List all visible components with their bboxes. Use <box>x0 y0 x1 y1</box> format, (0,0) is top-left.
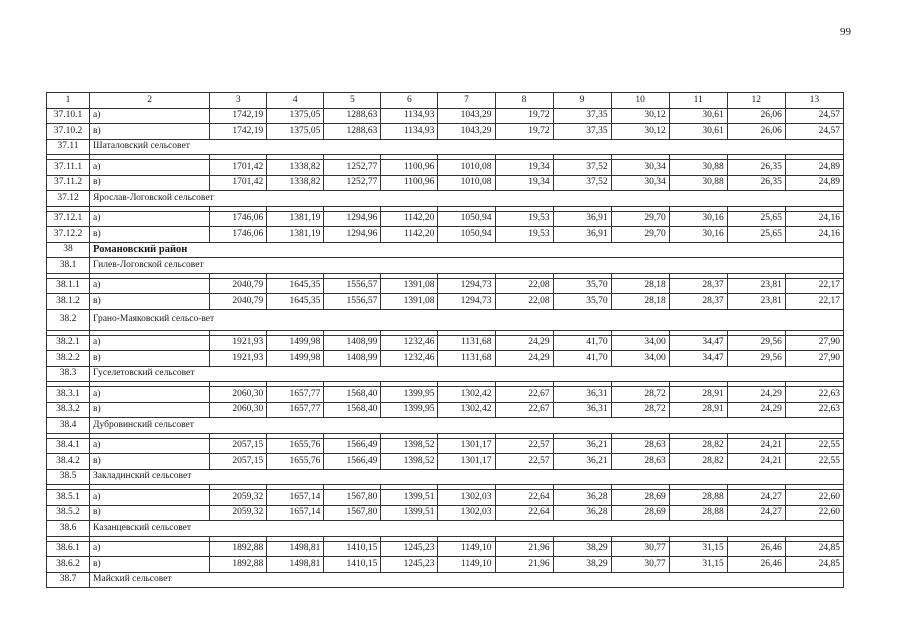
value-cell: 1399,95 <box>381 402 438 418</box>
value-cell: 30,77 <box>611 541 669 557</box>
value-cell: 2059,32 <box>210 505 267 521</box>
council-row <box>47 366 844 382</box>
table-row <box>47 505 844 521</box>
value-cell: 26,06 <box>727 124 785 140</box>
value-cell: 35,70 <box>553 294 611 310</box>
value-cell: 36,21 <box>553 438 611 454</box>
value-cell: 1301,17 <box>438 438 495 454</box>
value-cell: 22,57 <box>495 454 553 470</box>
row-name: Казанцевский сельсовет <box>90 521 844 537</box>
row-name: в) <box>90 454 210 470</box>
value-cell: 1245,23 <box>381 557 438 573</box>
value-cell: 28,82 <box>669 454 727 470</box>
value-cell: 1746,06 <box>210 211 267 227</box>
value-cell: 21,96 <box>495 541 553 557</box>
value-cell: 26,35 <box>727 160 785 176</box>
council-row <box>47 258 844 274</box>
value-cell: 24,29 <box>727 387 785 403</box>
column-header: 10 <box>611 93 669 109</box>
row-name: Грано-Маяковский сельсо-вет <box>90 309 844 330</box>
value-cell: 28,91 <box>669 402 727 418</box>
row-code: 38.6.2 <box>47 557 90 573</box>
value-cell: 30,12 <box>611 124 669 140</box>
value-cell: 35,70 <box>553 278 611 294</box>
council-row <box>47 469 844 485</box>
value-cell: 1568,40 <box>324 402 381 418</box>
value-cell: 28,72 <box>611 387 669 403</box>
value-cell: 26,46 <box>727 557 785 573</box>
value-cell: 24,16 <box>785 211 843 227</box>
value-cell: 1232,46 <box>381 351 438 367</box>
council-row <box>47 191 844 207</box>
row-name: Дубровинский сельсовет <box>90 418 844 434</box>
value-cell: 36,28 <box>553 505 611 521</box>
value-cell: 26,46 <box>727 541 785 557</box>
value-cell: 2057,15 <box>210 454 267 470</box>
value-cell: 1657,14 <box>267 490 324 506</box>
value-cell: 30,77 <box>611 557 669 573</box>
column-header: 9 <box>553 93 611 109</box>
column-header: 3 <box>210 93 267 109</box>
row-name: в) <box>90 402 210 418</box>
value-cell: 30,61 <box>669 124 727 140</box>
value-cell: 25,65 <box>727 227 785 243</box>
row-name: а) <box>90 387 210 403</box>
value-cell: 2057,15 <box>210 438 267 454</box>
value-cell: 28,72 <box>611 402 669 418</box>
value-cell: 1302,03 <box>438 490 495 506</box>
value-cell: 1566,49 <box>324 438 381 454</box>
council-row <box>47 139 844 155</box>
row-code: 37.11.1 <box>47 160 90 176</box>
table-row <box>47 402 844 418</box>
value-cell: 37,35 <box>553 108 611 124</box>
row-code: 37.10.1 <box>47 108 90 124</box>
row-code: 38.3 <box>47 366 90 382</box>
value-cell: 2060,30 <box>210 387 267 403</box>
value-cell: 36,28 <box>553 490 611 506</box>
value-cell: 2060,30 <box>210 402 267 418</box>
value-cell: 1399,51 <box>381 490 438 506</box>
value-cell: 1892,88 <box>210 557 267 573</box>
row-code: 38.5 <box>47 469 90 485</box>
row-name: а) <box>90 108 210 124</box>
value-cell: 1149,10 <box>438 541 495 557</box>
value-cell: 28,18 <box>611 278 669 294</box>
value-cell: 34,00 <box>611 351 669 367</box>
value-cell: 23,81 <box>727 278 785 294</box>
value-cell: 1655,76 <box>267 454 324 470</box>
council-row <box>47 418 844 434</box>
table-row <box>47 108 844 124</box>
column-header: 13 <box>785 93 843 109</box>
row-name: в) <box>90 294 210 310</box>
council-row <box>47 572 844 588</box>
value-cell: 22,17 <box>785 278 843 294</box>
value-cell: 24,89 <box>785 160 843 176</box>
value-cell: 34,47 <box>669 351 727 367</box>
value-cell: 30,88 <box>669 160 727 176</box>
value-cell: 30,88 <box>669 175 727 191</box>
value-cell: 22,60 <box>785 505 843 521</box>
value-cell: 36,91 <box>553 211 611 227</box>
value-cell: 22,63 <box>785 402 843 418</box>
value-cell: 28,18 <box>611 294 669 310</box>
value-cell: 29,70 <box>611 211 669 227</box>
page-number: 99 <box>840 26 851 38</box>
value-cell: 1288,63 <box>324 124 381 140</box>
row-name: в) <box>90 227 210 243</box>
table-row <box>47 557 844 573</box>
value-cell: 1245,23 <box>381 541 438 557</box>
value-cell: 1498,81 <box>267 557 324 573</box>
value-cell: 30,61 <box>669 108 727 124</box>
row-code: 37.12.2 <box>47 227 90 243</box>
value-cell: 19,34 <box>495 160 553 176</box>
value-cell: 22,60 <box>785 490 843 506</box>
table-row <box>47 278 844 294</box>
value-cell: 2059,32 <box>210 490 267 506</box>
row-name: а) <box>90 490 210 506</box>
value-cell: 1499,98 <box>267 335 324 351</box>
value-cell: 21,96 <box>495 557 553 573</box>
table-row <box>47 335 844 351</box>
value-cell: 22,55 <box>785 438 843 454</box>
value-cell: 1050,94 <box>438 211 495 227</box>
row-code: 38.3.1 <box>47 387 90 403</box>
table-row <box>47 387 844 403</box>
value-cell: 24,29 <box>495 351 553 367</box>
value-cell: 29,56 <box>727 335 785 351</box>
table-row <box>47 160 844 176</box>
row-code: 38.6.1 <box>47 541 90 557</box>
value-cell: 31,15 <box>669 557 727 573</box>
value-cell: 24,85 <box>785 541 843 557</box>
row-name: Гуселетовский сельсовет <box>90 366 844 382</box>
row-code: 38.4 <box>47 418 90 434</box>
district-row <box>47 242 844 258</box>
value-cell: 1381,19 <box>267 227 324 243</box>
value-cell: 22,64 <box>495 490 553 506</box>
value-cell: 1232,46 <box>381 335 438 351</box>
value-cell: 28,63 <box>611 438 669 454</box>
header-row <box>47 93 844 109</box>
value-cell: 22,17 <box>785 294 843 310</box>
row-code: 38.1 <box>47 258 90 274</box>
value-cell: 1131,68 <box>438 335 495 351</box>
row-name: Закладинский сельсовет <box>90 469 844 485</box>
value-cell: 24,21 <box>727 454 785 470</box>
value-cell: 26,06 <box>727 108 785 124</box>
value-cell: 1294,73 <box>438 278 495 294</box>
row-code: 37.12.1 <box>47 211 90 227</box>
row-code: 37.10.2 <box>47 124 90 140</box>
value-cell: 1302,42 <box>438 402 495 418</box>
value-cell: 1294,96 <box>324 227 381 243</box>
value-cell: 1302,03 <box>438 505 495 521</box>
value-cell: 37,52 <box>553 160 611 176</box>
value-cell: 1288,63 <box>324 108 381 124</box>
column-header: 11 <box>669 93 727 109</box>
value-cell: 23,81 <box>727 294 785 310</box>
value-cell: 24,85 <box>785 557 843 573</box>
value-cell: 30,16 <box>669 211 727 227</box>
column-header: 6 <box>381 93 438 109</box>
row-name: а) <box>90 278 210 294</box>
value-cell: 1338,82 <box>267 175 324 191</box>
value-cell: 1134,93 <box>381 108 438 124</box>
value-cell: 22,63 <box>785 387 843 403</box>
value-cell: 34,00 <box>611 335 669 351</box>
value-cell: 1701,42 <box>210 160 267 176</box>
value-cell: 1338,82 <box>267 160 324 176</box>
row-name: а) <box>90 541 210 557</box>
value-cell: 27,90 <box>785 351 843 367</box>
value-cell: 29,56 <box>727 351 785 367</box>
value-cell: 41,70 <box>553 335 611 351</box>
row-code: 38.6 <box>47 521 90 537</box>
value-cell: 1566,49 <box>324 454 381 470</box>
table-body <box>47 108 844 588</box>
value-cell: 19,53 <box>495 211 553 227</box>
value-cell: 1398,52 <box>381 438 438 454</box>
value-cell: 1408,99 <box>324 335 381 351</box>
row-code: 38.2 <box>47 309 90 330</box>
value-cell: 28,91 <box>669 387 727 403</box>
value-cell: 28,37 <box>669 278 727 294</box>
value-cell: 22,57 <box>495 438 553 454</box>
row-code: 38.1.2 <box>47 294 90 310</box>
value-cell: 2040,79 <box>210 294 267 310</box>
value-cell: 1134,93 <box>381 124 438 140</box>
value-cell: 22,67 <box>495 387 553 403</box>
value-cell: 1499,98 <box>267 351 324 367</box>
column-header: 5 <box>324 93 381 109</box>
column-header: 8 <box>495 93 553 109</box>
value-cell: 1568,40 <box>324 387 381 403</box>
column-header: 1 <box>47 93 90 109</box>
value-cell: 1131,68 <box>438 351 495 367</box>
table-row <box>47 490 844 506</box>
value-cell: 36,31 <box>553 402 611 418</box>
row-name: Майский сельсовет <box>90 572 844 588</box>
value-cell: 1398,52 <box>381 454 438 470</box>
value-cell: 25,65 <box>727 211 785 227</box>
row-name: в) <box>90 557 210 573</box>
value-cell: 1921,93 <box>210 335 267 351</box>
value-cell: 36,21 <box>553 454 611 470</box>
value-cell: 1701,42 <box>210 175 267 191</box>
value-cell: 2040,79 <box>210 278 267 294</box>
row-code: 38 <box>47 242 90 258</box>
row-code: 38.3.2 <box>47 402 90 418</box>
value-cell: 30,34 <box>611 175 669 191</box>
table-row <box>47 227 844 243</box>
row-name: Гилев-Логовской сельсовет <box>90 258 844 274</box>
value-cell: 28,69 <box>611 490 669 506</box>
column-header: 4 <box>267 93 324 109</box>
value-cell: 1142,20 <box>381 211 438 227</box>
value-cell: 22,55 <box>785 454 843 470</box>
row-name: а) <box>90 438 210 454</box>
value-cell: 1645,35 <box>267 278 324 294</box>
row-name: в) <box>90 351 210 367</box>
value-cell: 1010,08 <box>438 175 495 191</box>
value-cell: 22,64 <box>495 505 553 521</box>
value-cell: 30,12 <box>611 108 669 124</box>
row-name: в) <box>90 175 210 191</box>
value-cell: 1391,08 <box>381 294 438 310</box>
value-cell: 1921,93 <box>210 351 267 367</box>
row-name: а) <box>90 335 210 351</box>
value-cell: 24,29 <box>727 402 785 418</box>
value-cell: 22,67 <box>495 402 553 418</box>
value-cell: 24,27 <box>727 490 785 506</box>
row-code: 38.2.2 <box>47 351 90 367</box>
row-name: Ярослав-Логовской сельсовет <box>90 191 844 207</box>
column-header: 7 <box>438 93 495 109</box>
value-cell: 41,70 <box>553 351 611 367</box>
value-cell: 1302,42 <box>438 387 495 403</box>
value-cell: 1252,77 <box>324 160 381 176</box>
row-code: 38.7 <box>47 572 90 588</box>
value-cell: 37,52 <box>553 175 611 191</box>
value-cell: 1556,57 <box>324 278 381 294</box>
value-cell: 37,35 <box>553 124 611 140</box>
value-cell: 1742,19 <box>210 108 267 124</box>
value-cell: 1410,15 <box>324 541 381 557</box>
value-cell: 24,27 <box>727 505 785 521</box>
value-cell: 30,16 <box>669 227 727 243</box>
value-cell: 24,89 <box>785 175 843 191</box>
row-name: Романовский район <box>90 242 844 258</box>
value-cell: 1892,88 <box>210 541 267 557</box>
row-code: 38.2.1 <box>47 335 90 351</box>
row-name: в) <box>90 505 210 521</box>
table-row <box>47 124 844 140</box>
value-cell: 1391,08 <box>381 278 438 294</box>
value-cell: 1657,77 <box>267 402 324 418</box>
row-code: 38.4.1 <box>47 438 90 454</box>
value-cell: 1294,73 <box>438 294 495 310</box>
value-cell: 28,88 <box>669 505 727 521</box>
value-cell: 34,47 <box>669 335 727 351</box>
value-cell: 30,34 <box>611 160 669 176</box>
value-cell: 1567,80 <box>324 490 381 506</box>
value-cell: 22,08 <box>495 294 553 310</box>
value-cell: 1657,14 <box>267 505 324 521</box>
value-cell: 36,91 <box>553 227 611 243</box>
row-code: 38.5.1 <box>47 490 90 506</box>
value-cell: 1100,96 <box>381 175 438 191</box>
value-cell: 1742,19 <box>210 124 267 140</box>
council-row <box>47 521 844 537</box>
tariff-table <box>46 92 844 588</box>
value-cell: 28,82 <box>669 438 727 454</box>
value-cell: 28,88 <box>669 490 727 506</box>
table-row <box>47 541 844 557</box>
value-cell: 24,29 <box>495 335 553 351</box>
value-cell: 38,29 <box>553 557 611 573</box>
value-cell: 24,21 <box>727 438 785 454</box>
value-cell: 1655,76 <box>267 438 324 454</box>
value-cell: 22,08 <box>495 278 553 294</box>
value-cell: 1399,95 <box>381 387 438 403</box>
value-cell: 28,63 <box>611 454 669 470</box>
value-cell: 28,37 <box>669 294 727 310</box>
value-cell: 1043,29 <box>438 124 495 140</box>
value-cell: 36,31 <box>553 387 611 403</box>
value-cell: 1252,77 <box>324 175 381 191</box>
value-cell: 26,35 <box>727 175 785 191</box>
value-cell: 28,69 <box>611 505 669 521</box>
value-cell: 1142,20 <box>381 227 438 243</box>
value-cell: 38,29 <box>553 541 611 557</box>
value-cell: 1567,80 <box>324 505 381 521</box>
value-cell: 1100,96 <box>381 160 438 176</box>
row-code: 37.11.2 <box>47 175 90 191</box>
value-cell: 1498,81 <box>267 541 324 557</box>
value-cell: 24,16 <box>785 227 843 243</box>
value-cell: 1381,19 <box>267 211 324 227</box>
value-cell: 1408,99 <box>324 351 381 367</box>
value-cell: 1746,06 <box>210 227 267 243</box>
table-row <box>47 351 844 367</box>
row-name: Шаталовский сельсовет <box>90 139 844 155</box>
table-row <box>47 294 844 310</box>
value-cell: 24,57 <box>785 108 843 124</box>
value-cell: 1010,08 <box>438 160 495 176</box>
row-code: 37.11 <box>47 139 90 155</box>
value-cell: 19,72 <box>495 124 553 140</box>
row-code: 38.5.2 <box>47 505 90 521</box>
row-code: 38.1.1 <box>47 278 90 294</box>
value-cell: 19,72 <box>495 108 553 124</box>
column-header: 12 <box>727 93 785 109</box>
table-row <box>47 438 844 454</box>
value-cell: 1375,05 <box>267 108 324 124</box>
council-row <box>47 309 844 330</box>
value-cell: 31,15 <box>669 541 727 557</box>
value-cell: 1410,15 <box>324 557 381 573</box>
table-row <box>47 454 844 470</box>
row-name: а) <box>90 211 210 227</box>
value-cell: 1657,77 <box>267 387 324 403</box>
value-cell: 19,34 <box>495 175 553 191</box>
value-cell: 29,70 <box>611 227 669 243</box>
row-code: 38.4.2 <box>47 454 90 470</box>
table-row <box>47 211 844 227</box>
value-cell: 1043,29 <box>438 108 495 124</box>
value-cell: 1301,17 <box>438 454 495 470</box>
value-cell: 1294,96 <box>324 211 381 227</box>
value-cell: 1050,94 <box>438 227 495 243</box>
row-name: а) <box>90 160 210 176</box>
row-code: 37.12 <box>47 191 90 207</box>
value-cell: 1375,05 <box>267 124 324 140</box>
row-name: в) <box>90 124 210 140</box>
value-cell: 1399,51 <box>381 505 438 521</box>
value-cell: 27,90 <box>785 335 843 351</box>
value-cell: 1556,57 <box>324 294 381 310</box>
value-cell: 19,53 <box>495 227 553 243</box>
value-cell: 1149,10 <box>438 557 495 573</box>
value-cell: 24,57 <box>785 124 843 140</box>
column-header: 2 <box>90 93 210 109</box>
value-cell: 1645,35 <box>267 294 324 310</box>
table-row <box>47 175 844 191</box>
